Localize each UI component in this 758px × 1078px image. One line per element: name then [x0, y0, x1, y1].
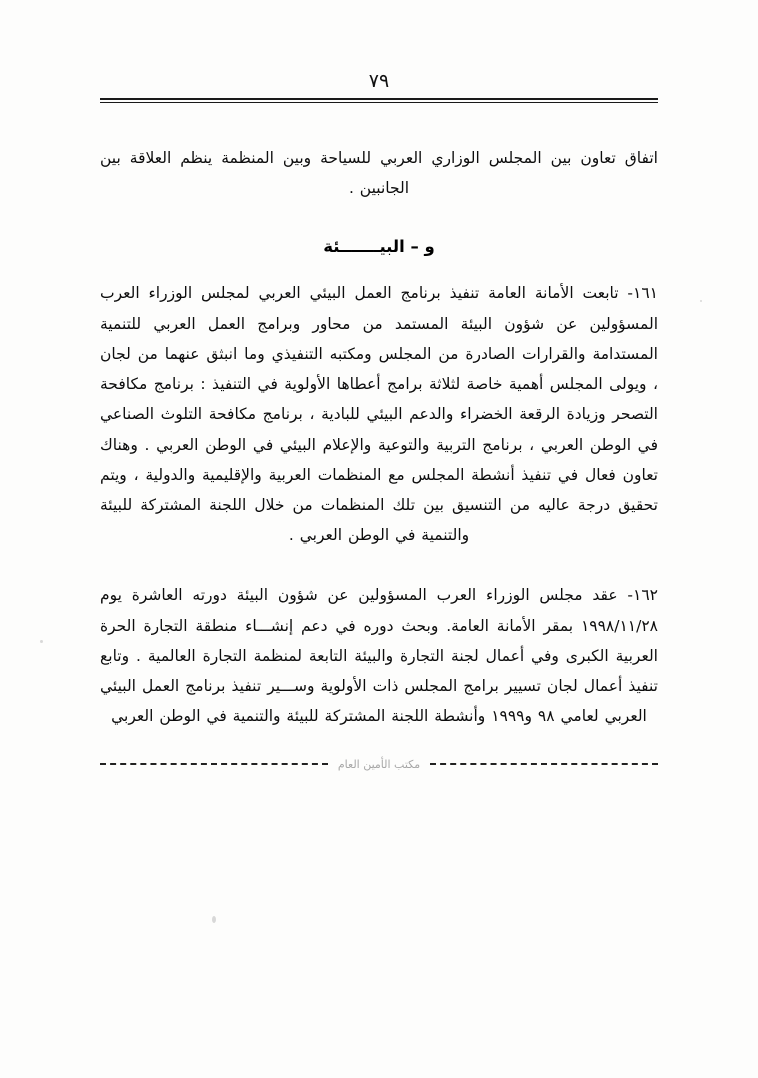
scan-speck — [40, 640, 43, 643]
intro-paragraph: اتفاق تعاون بين المجلس الوزاري العربي للسياحة وبين المنظمة ينظم العلاقة بين الجانبين . — [100, 149, 658, 198]
item-161-body: تابعت الأمانة العامة تنفيذ برنامج العمل البيئي العربي لمجلس الوزراء العرب المسؤولين عن شؤون البيئة المستمد من محاور وبرامج العمل العربي للتنمية المستدامة والقرارات الصادرة من المجلس ومكتبه التنفيذي وما انبثق عنهما من لجان ، ويولى المجلس أهمية خاصة لثلاثة برامج أعطاها الأولوية في التنفيذ : برنامج مكافحة التصحر وزيادة الرقعة الخضراء والدعم البيئي للبادية ، برنامج مكافحة التلوث الصناعي في الوطن العربي ، برنامج التربية والتوعية والإعلام البيئي في الوطن العربي . وهناك تعاون فعال في تنفيذ أنشطة المجلس مع المنظمات العربية والإقليمية والدولية ، ويتم تحقيق درجة عاليه من التنسيق بين تلك المنظمات من خلال اللجنة المشتركة للبيئة والتنمية في الوطن العربي . — [100, 284, 658, 545]
section-heading: و – البيـــــــئة — [323, 237, 435, 257]
item-162-body: عقد مجلس الوزراء العرب المسؤولين عن شؤون البيئة دورته العاشرة يوم ١٩٩٨/١١/٢٨ بمقر الأمانة العامة. وبحث دوره في دعم إنشـــاء منطقة التجارة الحرة العربية الكبرى وفي أعمال لجنة التجارة والبيئة التابعة لمنظمة التجارة العالمية . وتابع تنفيذ أعمال لجان تسيير برامج المجلس ذات الأولوية وســـير تنفيذ برنامج العمل البيئي العربي لعامي ٩٨ و١٩٩٩ وأنشطة اللجنة المشتركة للبيئة والتنمية في الوطن العربي — [100, 586, 658, 726]
scan-speck — [700, 300, 702, 302]
header-divider — [100, 98, 658, 103]
footer-dash-left — [430, 763, 658, 765]
item-161-text — [100, 278, 658, 550]
page-number: ٧٩ — [368, 70, 390, 92]
scan-speck — [212, 916, 216, 923]
footer-divider — [100, 758, 658, 771]
numbered-item-162 — [100, 580, 658, 731]
numbered-item-161 — [100, 278, 658, 550]
footer-dash-right — [100, 763, 328, 765]
item-162-text — [100, 580, 658, 731]
page-content — [100, 70, 658, 771]
item-162-marker: ١٦٢- — [627, 586, 658, 605]
item-161-marker: ١٦١- — [627, 284, 658, 303]
footer-note: مكتب الأمين العام — [337, 757, 421, 771]
